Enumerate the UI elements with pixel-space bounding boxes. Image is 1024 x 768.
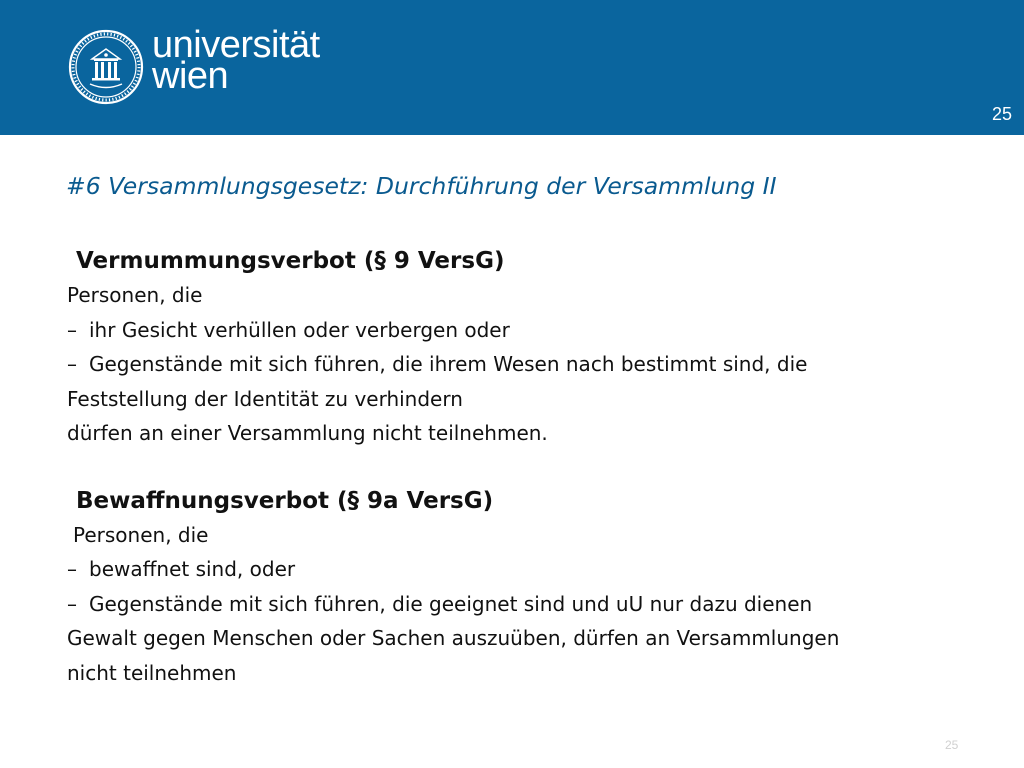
section-intro: Personen, die <box>67 283 203 307</box>
bullet-text: bewaffnet sind, oder <box>89 557 296 581</box>
bullet-continuation: Gewalt gegen Menschen oder Sachen auszuüben, dürfen an Versammlungen <box>67 626 840 650</box>
section-heading: Vermummungsverbot (§ 9 VersG) <box>76 248 505 274</box>
dash-marker: – <box>67 352 77 376</box>
section-bewaffnungsverbot <box>67 484 967 691</box>
bullet-text: ihr Gesicht verhüllen oder verbergen oder <box>89 317 510 342</box>
bullet-continuation: Feststellung der Identität zu verhindern <box>67 386 463 411</box>
header-page-number: 25 <box>991 104 1012 124</box>
university-logo-text <box>152 24 320 97</box>
section-heading: Bewaffnungsverbot (§ 9a VersG) <box>76 487 494 514</box>
dash-marker: – <box>67 317 77 342</box>
university-seal-icon <box>68 29 144 105</box>
section-closing: dürfen an einer Versammlung nicht teilnehmen. <box>67 421 548 445</box>
bullet-item <box>67 587 967 622</box>
slide-title: #6 Versammlungsgesetz: Durchführung der Versammlung II <box>66 172 777 200</box>
logo-line-1: universität <box>152 24 320 66</box>
bullet-item <box>67 552 967 587</box>
bullet-item <box>67 347 967 382</box>
section-spacer <box>67 451 967 484</box>
header-bar <box>0 0 1024 135</box>
bullet-item <box>67 313 967 348</box>
section-vermummungsverbot <box>67 244 967 451</box>
bullet-continuation: nicht teilnehmen <box>67 660 237 685</box>
dash-marker: – <box>67 557 77 581</box>
bullet-text: Gegenstände mit sich führen, die geeignet sind und uU nur dazu dienen <box>89 591 813 616</box>
logo-line-2: wien <box>152 55 229 97</box>
slide-content <box>67 244 967 690</box>
bullet-text: Gegenstände mit sich führen, die ihrem Wesen nach bestimmt sind, die <box>89 352 808 376</box>
section-intro: Personen, die <box>73 522 209 547</box>
dash-marker: – <box>67 591 77 616</box>
footer-page-number: 25 <box>945 738 959 752</box>
